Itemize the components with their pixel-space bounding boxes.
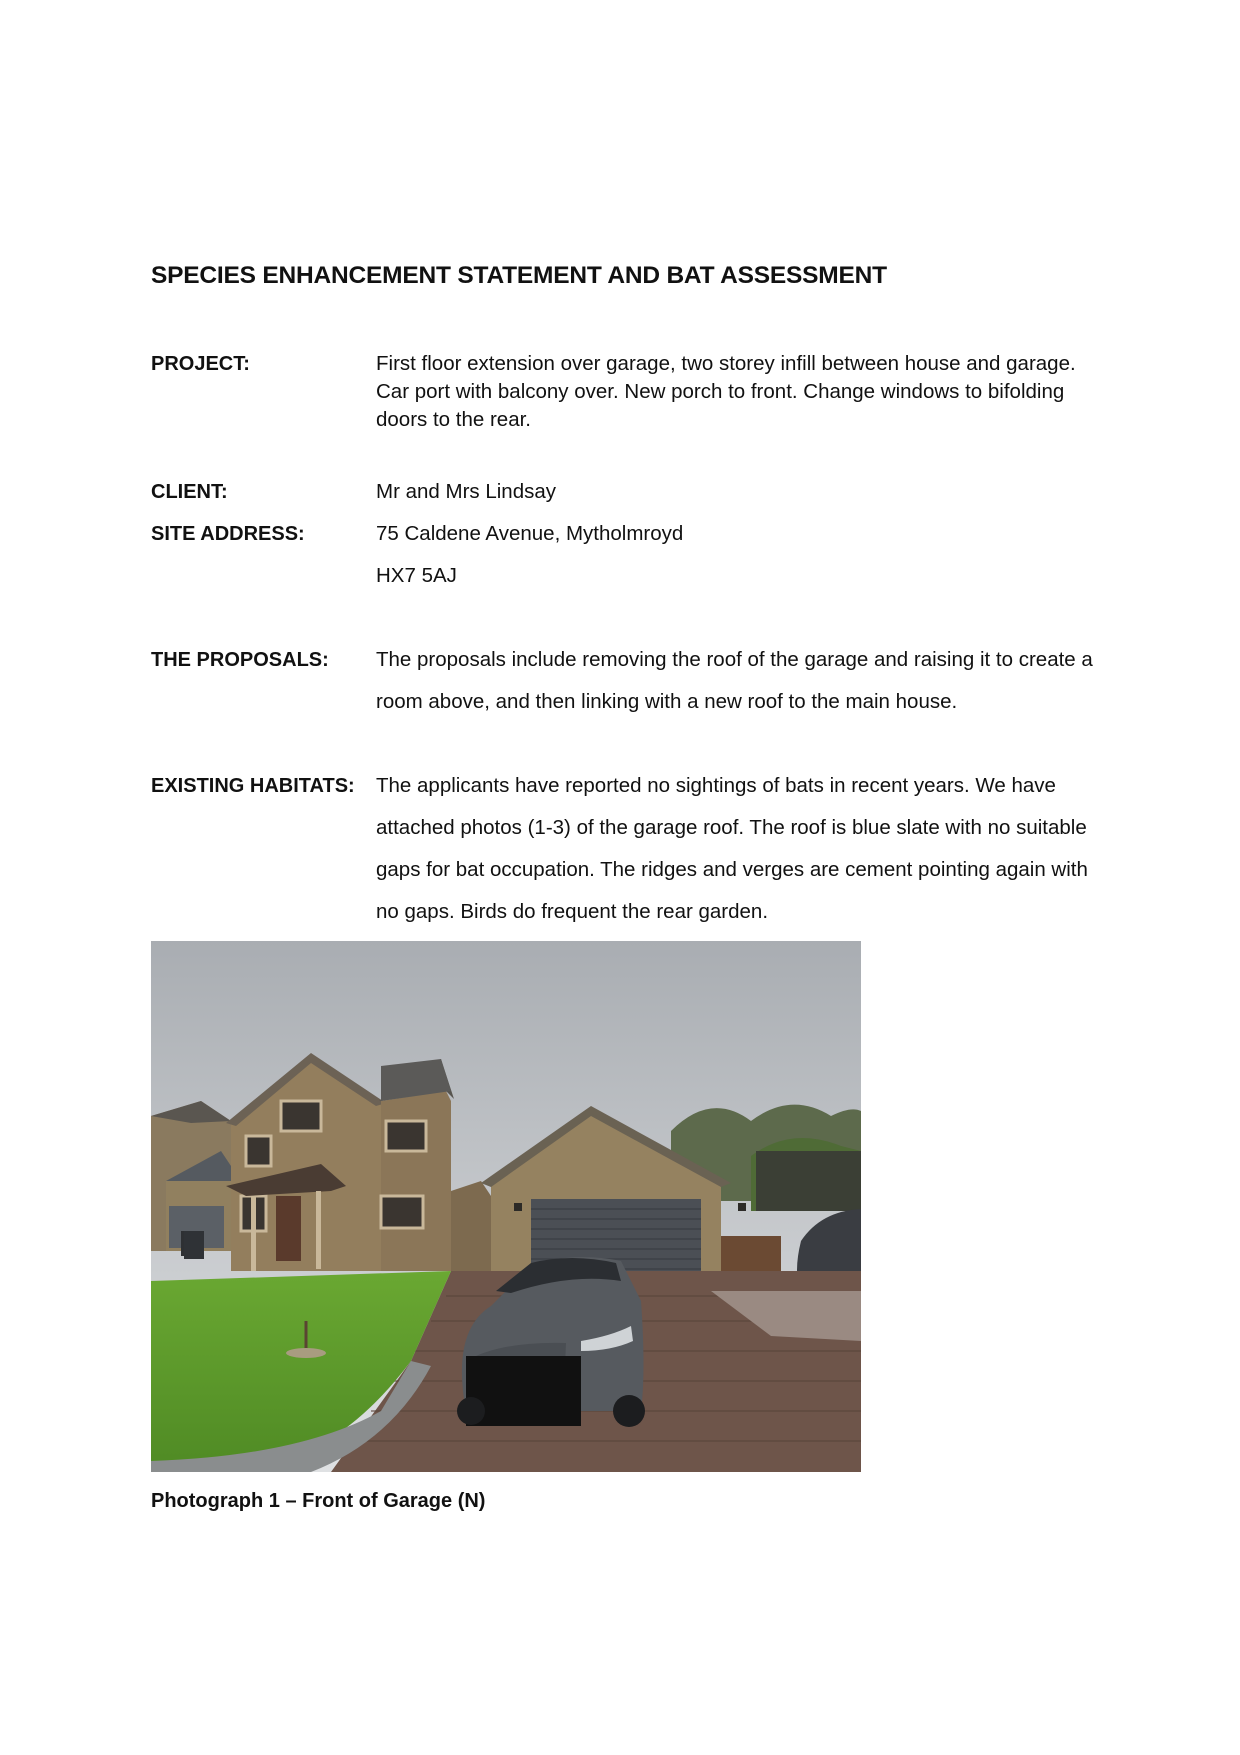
- client-value: Mr and Mrs Lindsay: [376, 480, 557, 503]
- project-label: PROJECT:: [151, 353, 250, 375]
- habitats-label: EXISTING HABITATS:: [151, 775, 355, 797]
- page-title: SPECIES ENHANCEMENT STATEMENT AND BAT ASSESSMENT: [151, 262, 887, 289]
- proposals-label: THE PROPOSALS:: [151, 649, 329, 671]
- habitats-value: The applicants have reported no sightings of bats in recent years. We have attached photos (1-3) of the garage roof. The roof is blue slate with no suitable gaps for bat occupation. The ridges and verges are cement pointing again with no gaps. Birds do frequent the rear garden.: [376, 774, 1088, 923]
- project-value: First floor extension over garage, two storey infill between house and garage. Car port with balcony over. New porch to front. Change windows to bifolding doors to the rear.: [376, 352, 1076, 431]
- garage-front-photo: [151, 941, 861, 1472]
- garage-front-illustration: [151, 941, 861, 1472]
- site-address-line1: 75 Caldene Avenue, Mytholmroyd: [376, 522, 684, 545]
- site-address-label: SITE ADDRESS:: [151, 523, 305, 545]
- client-label: CLIENT:: [151, 481, 228, 503]
- photo-caption: Photograph 1 – Front of Garage (N): [151, 1490, 486, 1512]
- proposals-value: The proposals include removing the roof of the garage and raising it to create a room above, and then linking with a new roof to the main house.: [376, 648, 1093, 713]
- site-address-line2: HX7 5AJ: [376, 564, 457, 587]
